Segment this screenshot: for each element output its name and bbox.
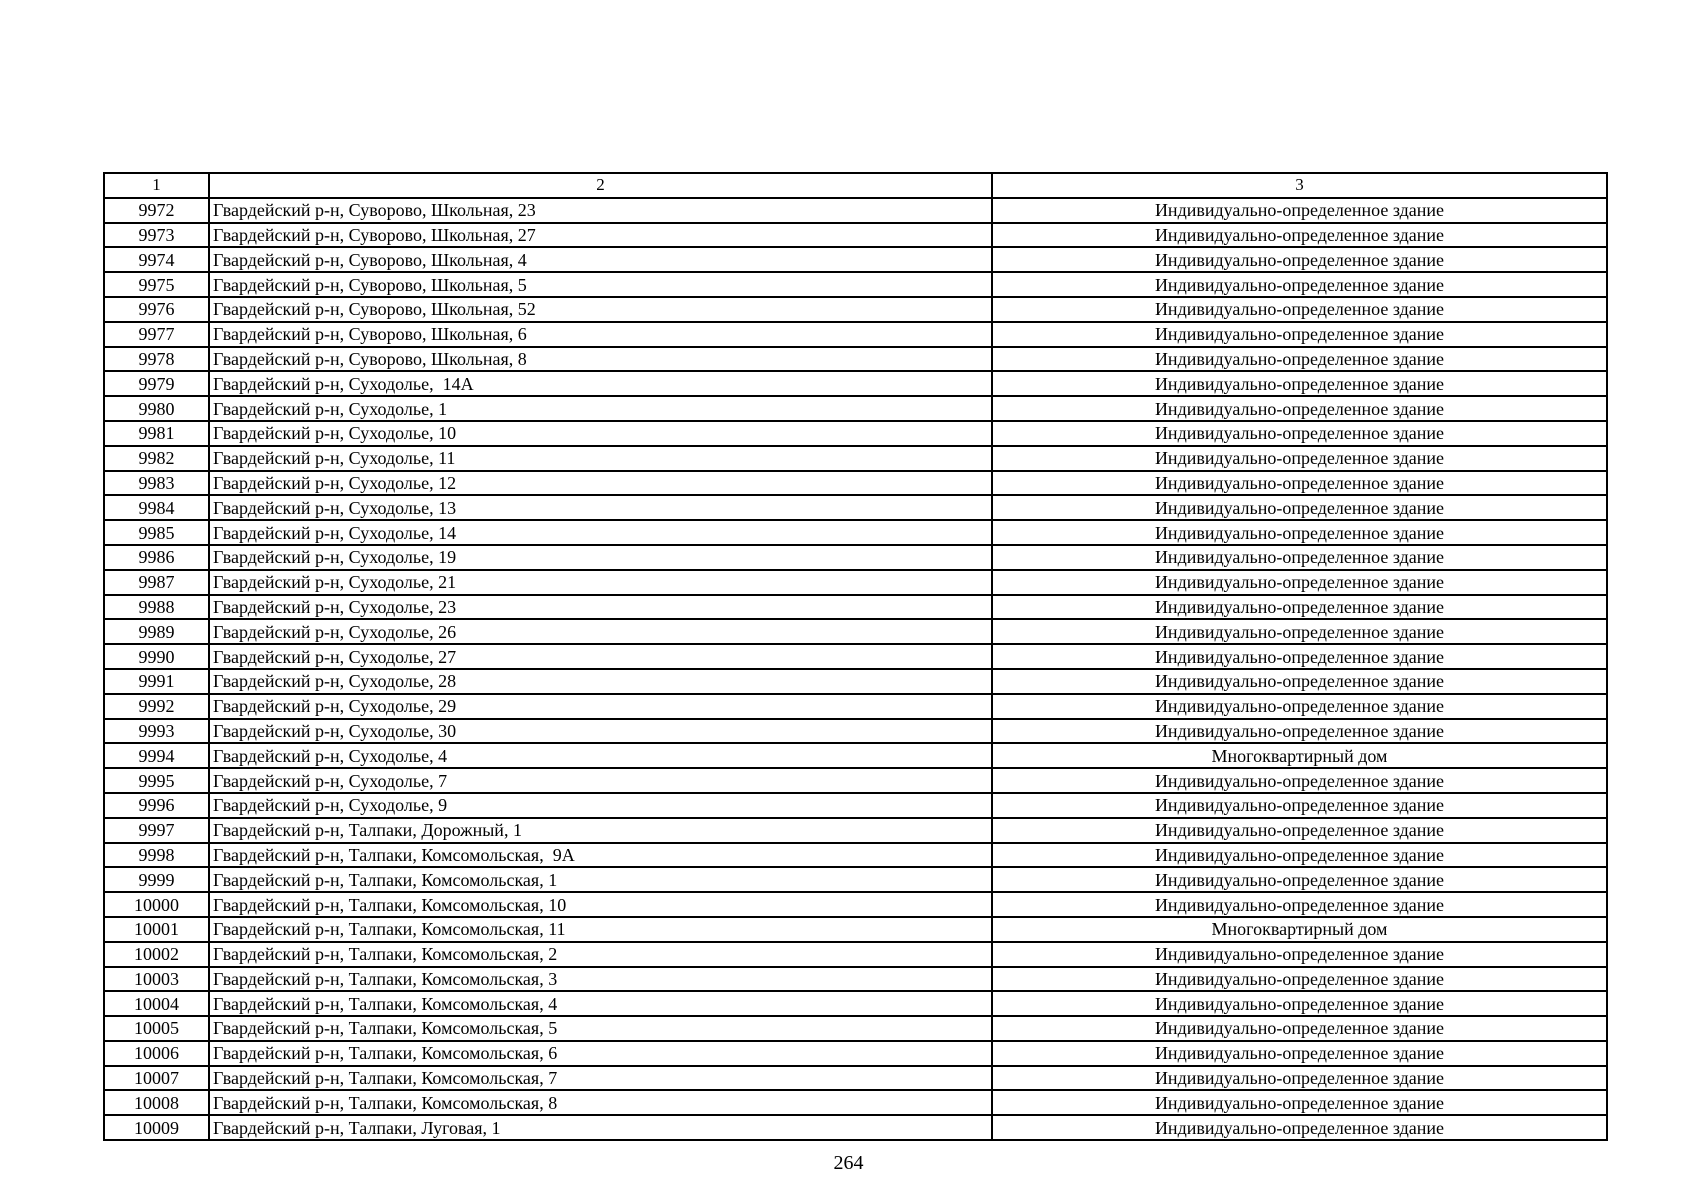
building-type-cell: Индивидуально-определенное здание <box>992 322 1607 347</box>
address-cell: Гвардейский р-н, Суходолье, 14А <box>209 371 992 396</box>
row-number-cell: 9980 <box>104 396 209 421</box>
row-number-cell: 9984 <box>104 495 209 520</box>
address-cell: Гвардейский р-н, Талпаки, Комсомольская, 7 <box>209 1066 992 1091</box>
table-row <box>104 272 1607 297</box>
row-number-cell: 10009 <box>104 1115 209 1140</box>
address-cell: Гвардейский р-н, Суворово, Школьная, 52 <box>209 297 992 322</box>
address-cell: Гвардейский р-н, Суходолье, 4 <box>209 743 992 768</box>
building-type-cell: Индивидуально-определенное здание <box>992 272 1607 297</box>
building-type-cell: Индивидуально-определенное здание <box>992 471 1607 496</box>
address-cell: Гвардейский р-н, Суворово, Школьная, 5 <box>209 272 992 297</box>
table-row <box>104 223 1607 248</box>
address-cell: Гвардейский р-н, Суходолье, 1 <box>209 396 992 421</box>
table-row <box>104 743 1607 768</box>
address-cell: Гвардейский р-н, Талпаки, Луговая, 1 <box>209 1115 992 1140</box>
table-header <box>104 173 1607 198</box>
table-row <box>104 595 1607 620</box>
building-type-cell: Индивидуально-определенное здание <box>992 991 1607 1016</box>
row-number-cell: 10001 <box>104 917 209 942</box>
address-cell: Гвардейский р-н, Талпаки, Комсомольская, 1 <box>209 867 992 892</box>
header-col-1: 1 <box>104 173 209 198</box>
address-cell: Гвардейский р-н, Суходолье, 12 <box>209 471 992 496</box>
building-type-cell: Индивидуально-определенное здание <box>992 793 1607 818</box>
table-body <box>104 198 1607 1140</box>
table-row <box>104 570 1607 595</box>
building-type-cell: Индивидуально-определенное здание <box>992 1090 1607 1115</box>
row-number-cell: 9978 <box>104 347 209 372</box>
row-number-cell: 10002 <box>104 942 209 967</box>
address-cell: Гвардейский р-н, Талпаки, Дорожный, 1 <box>209 818 992 843</box>
row-number-cell: 9994 <box>104 743 209 768</box>
building-type-cell: Многоквартирный дом <box>992 917 1607 942</box>
row-number-cell: 9973 <box>104 223 209 248</box>
building-type-cell: Индивидуально-определенное здание <box>992 570 1607 595</box>
building-type-cell: Индивидуально-определенное здание <box>992 371 1607 396</box>
row-number-cell: 10003 <box>104 967 209 992</box>
building-type-cell: Индивидуально-определенное здание <box>992 347 1607 372</box>
row-number-cell: 9998 <box>104 843 209 868</box>
data-table <box>103 172 1608 1141</box>
address-cell: Гвардейский р-н, Суходолье, 13 <box>209 495 992 520</box>
row-number-cell: 9990 <box>104 644 209 669</box>
row-number-cell: 9985 <box>104 520 209 545</box>
building-type-cell: Индивидуально-определенное здание <box>992 396 1607 421</box>
address-cell: Гвардейский р-н, Талпаки, Комсомольская, 4 <box>209 991 992 1016</box>
row-number-cell: 10006 <box>104 1041 209 1066</box>
table-row <box>104 818 1607 843</box>
table-row <box>104 446 1607 471</box>
building-type-cell: Индивидуально-определенное здание <box>992 495 1607 520</box>
building-type-cell: Индивидуально-определенное здание <box>992 1115 1607 1140</box>
table-row <box>104 719 1607 744</box>
table-row <box>104 371 1607 396</box>
address-cell: Гвардейский р-н, Суворово, Школьная, 27 <box>209 223 992 248</box>
building-type-cell: Индивидуально-определенное здание <box>992 619 1607 644</box>
row-number-cell: 9995 <box>104 768 209 793</box>
building-type-cell: Индивидуально-определенное здание <box>992 867 1607 892</box>
building-type-cell: Индивидуально-определенное здание <box>992 942 1607 967</box>
table-row <box>104 322 1607 347</box>
building-type-cell: Индивидуально-определенное здание <box>992 768 1607 793</box>
address-cell: Гвардейский р-н, Талпаки, Комсомольская, 2 <box>209 942 992 967</box>
building-type-cell: Индивидуально-определенное здание <box>992 818 1607 843</box>
building-type-cell: Индивидуально-определенное здание <box>992 595 1607 620</box>
row-number-cell: 9983 <box>104 471 209 496</box>
building-type-cell: Индивидуально-определенное здание <box>992 545 1607 570</box>
address-cell: Гвардейский р-н, Суходолье, 28 <box>209 669 992 694</box>
building-type-cell: Индивидуально-определенное здание <box>992 892 1607 917</box>
table-row <box>104 247 1607 272</box>
table-row <box>104 297 1607 322</box>
address-cell: Гвардейский р-н, Суходолье, 26 <box>209 619 992 644</box>
address-cell: Гвардейский р-н, Суворово, Школьная, 6 <box>209 322 992 347</box>
table-row <box>104 198 1607 223</box>
row-number-cell: 9981 <box>104 421 209 446</box>
table-row <box>104 1041 1607 1066</box>
row-number-cell: 9989 <box>104 619 209 644</box>
address-cell: Гвардейский р-н, Суворово, Школьная, 23 <box>209 198 992 223</box>
row-number-cell: 10004 <box>104 991 209 1016</box>
building-type-cell: Индивидуально-определенное здание <box>992 1041 1607 1066</box>
header-row <box>104 173 1607 198</box>
table-row <box>104 347 1607 372</box>
building-type-cell: Индивидуально-определенное здание <box>992 1016 1607 1041</box>
table-row <box>104 545 1607 570</box>
address-cell: Гвардейский р-н, Талпаки, Комсомольская, 11 <box>209 917 992 942</box>
table-row <box>104 917 1607 942</box>
row-number-cell: 9993 <box>104 719 209 744</box>
address-cell: Гвардейский р-н, Суходолье, 23 <box>209 595 992 620</box>
row-number-cell: 9988 <box>104 595 209 620</box>
table-row <box>104 421 1607 446</box>
address-cell: Гвардейский р-н, Талпаки, Комсомольская, 10 <box>209 892 992 917</box>
row-number-cell: 9974 <box>104 247 209 272</box>
building-type-cell: Индивидуально-определенное здание <box>992 719 1607 744</box>
row-number-cell: 9976 <box>104 297 209 322</box>
row-number-cell: 9987 <box>104 570 209 595</box>
address-cell: Гвардейский р-н, Суворово, Школьная, 4 <box>209 247 992 272</box>
building-type-cell: Индивидуально-определенное здание <box>992 520 1607 545</box>
address-cell: Гвардейский р-н, Суворово, Школьная, 8 <box>209 347 992 372</box>
building-type-cell: Индивидуально-определенное здание <box>992 644 1607 669</box>
row-number-cell: 9999 <box>104 867 209 892</box>
address-cell: Гвардейский р-н, Талпаки, Комсомольская, 5 <box>209 1016 992 1041</box>
address-cell: Гвардейский р-н, Суходолье, 27 <box>209 644 992 669</box>
table-row <box>104 644 1607 669</box>
row-number-cell: 9997 <box>104 818 209 843</box>
row-number-cell: 10005 <box>104 1016 209 1041</box>
address-cell: Гвардейский р-н, Суходолье, 10 <box>209 421 992 446</box>
table-row <box>104 1066 1607 1091</box>
address-cell: Гвардейский р-н, Суходолье, 11 <box>209 446 992 471</box>
row-number-cell: 9982 <box>104 446 209 471</box>
address-cell: Гвардейский р-н, Талпаки, Комсомольская, 6 <box>209 1041 992 1066</box>
building-type-cell: Индивидуально-определенное здание <box>992 446 1607 471</box>
table-row <box>104 942 1607 967</box>
table-row <box>104 396 1607 421</box>
address-cell: Гвардейский р-н, Суходолье, 29 <box>209 694 992 719</box>
row-number-cell: 10000 <box>104 892 209 917</box>
row-number-cell: 9996 <box>104 793 209 818</box>
table-row <box>104 1115 1607 1140</box>
address-cell: Гвардейский р-н, Суходолье, 14 <box>209 520 992 545</box>
building-type-cell: Индивидуально-определенное здание <box>992 1066 1607 1091</box>
table-row <box>104 892 1607 917</box>
table-row <box>104 768 1607 793</box>
table-row <box>104 1090 1607 1115</box>
building-type-cell: Индивидуально-определенное здание <box>992 247 1607 272</box>
building-type-cell: Индивидуально-определенное здание <box>992 198 1607 223</box>
table-row <box>104 1016 1607 1041</box>
table-row <box>104 669 1607 694</box>
page-number: 264 <box>833 1152 864 1174</box>
table-row <box>104 843 1607 868</box>
address-cell: Гвардейский р-н, Талпаки, Комсомольская, 3 <box>209 967 992 992</box>
address-cell: Гвардейский р-н, Суходолье, 7 <box>209 768 992 793</box>
building-type-cell: Индивидуально-определенное здание <box>992 843 1607 868</box>
address-cell: Гвардейский р-н, Талпаки, Комсомольская, 9А <box>209 843 992 868</box>
table-row <box>104 471 1607 496</box>
address-cell: Гвардейский р-н, Суходолье, 30 <box>209 719 992 744</box>
address-cell: Гвардейский р-н, Талпаки, Комсомольская, 8 <box>209 1090 992 1115</box>
building-type-cell: Индивидуально-определенное здание <box>992 967 1607 992</box>
address-cell: Гвардейский р-н, Суходолье, 19 <box>209 545 992 570</box>
address-cell: Гвардейский р-н, Суходолье, 9 <box>209 793 992 818</box>
row-number-cell: 9972 <box>104 198 209 223</box>
building-type-cell: Индивидуально-определенное здание <box>992 694 1607 719</box>
table-row <box>104 793 1607 818</box>
building-type-cell: Индивидуально-определенное здание <box>992 669 1607 694</box>
building-type-cell: Индивидуально-определенное здание <box>992 223 1607 248</box>
table-row <box>104 495 1607 520</box>
table-row <box>104 967 1607 992</box>
building-type-cell: Индивидуально-определенное здание <box>992 297 1607 322</box>
table-row <box>104 991 1607 1016</box>
building-type-cell: Многоквартирный дом <box>992 743 1607 768</box>
header-col-2: 2 <box>209 173 992 198</box>
header-col-3: 3 <box>992 173 1607 198</box>
table-row <box>104 520 1607 545</box>
row-number-cell: 9991 <box>104 669 209 694</box>
row-number-cell: 9986 <box>104 545 209 570</box>
row-number-cell: 9977 <box>104 322 209 347</box>
address-cell: Гвардейский р-н, Суходолье, 21 <box>209 570 992 595</box>
table-row <box>104 619 1607 644</box>
row-number-cell: 9975 <box>104 272 209 297</box>
table-row <box>104 867 1607 892</box>
row-number-cell: 10008 <box>104 1090 209 1115</box>
row-number-cell: 9992 <box>104 694 209 719</box>
building-type-cell: Индивидуально-определенное здание <box>992 421 1607 446</box>
row-number-cell: 9979 <box>104 371 209 396</box>
row-number-cell: 10007 <box>104 1066 209 1091</box>
table-row <box>104 694 1607 719</box>
